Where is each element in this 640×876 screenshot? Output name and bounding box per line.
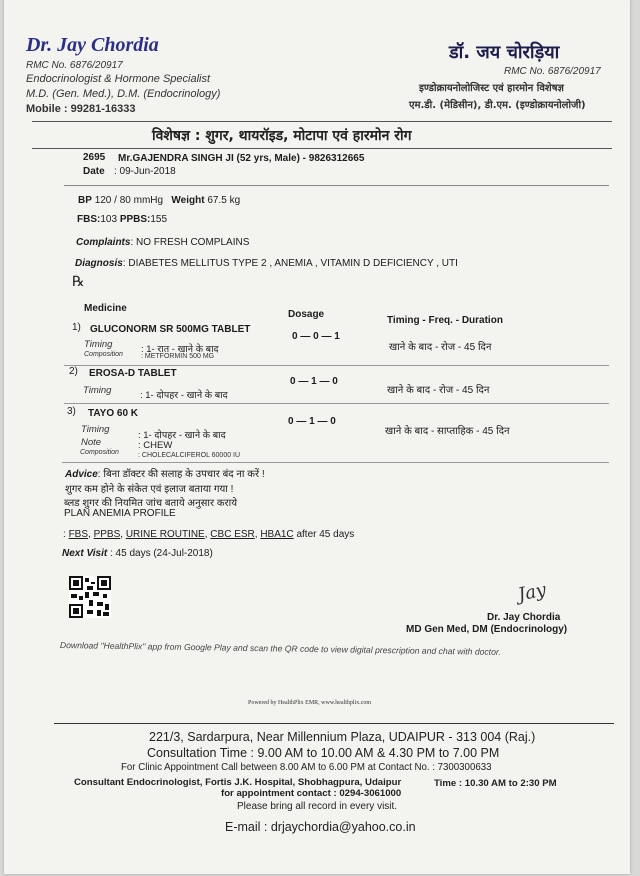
med-row-2-timing-label: Timing — [83, 385, 112, 396]
ppbs-label: PPBS: — [119, 214, 151, 225]
patient-divider — [64, 185, 609, 186]
diagnosis-label: Diagnosis — [75, 258, 123, 269]
vitals-sugar — [77, 214, 167, 225]
bp-value: 120 / 80 mmHg — [94, 195, 164, 206]
next-visit-value: : 45 days (24-Jul-2018) — [109, 548, 213, 559]
qualification-line-2: M.D. (Gen. Med.), D.M. (Endocrinology) — [26, 88, 221, 100]
med-row-2-dosage: 0 — 1 — 0 — [290, 376, 338, 387]
med-row-1-dosage: 0 — 0 — 1 — [292, 331, 340, 342]
med-row-3-note-value: : CHEW — [138, 440, 173, 451]
date-value: : 09-Jun-2018 — [114, 166, 176, 177]
tests-line: : FBS, PPBS, URINE ROUTINE, CBC ESR, HBA1C after 45 days — [63, 529, 355, 540]
signature-name: Dr. Jay Chordia — [487, 612, 561, 623]
tests-suffix: after 45 days — [296, 529, 355, 540]
footer-records-note: Please bring all record in every visit. — [237, 801, 398, 812]
footer-fortis-contact: for appointment contact : 0294-3061000 — [221, 788, 402, 799]
med-row-3-divider — [62, 462, 609, 463]
col-dosage-header: Dosage — [288, 309, 325, 320]
footer-fortis-line: Consultant Endocrinologist, Fortis J.K. Hospital, Shobhagpura, Udaipur — [74, 777, 402, 788]
med-row-1-name: GLUCONORM SR 500MG TABLET — [90, 324, 251, 335]
diagnosis — [75, 258, 458, 269]
med-row-2-timing-value: : 1- दोपहर - खाने के बाद — [140, 390, 228, 401]
doctor-name-english: Dr. Jay Chordia — [26, 34, 159, 56]
patient-id: 2695 — [83, 152, 106, 163]
test-cbc-esr: CBC ESR — [210, 529, 255, 540]
qualification-hindi-line-2: एम.डी. (मेडिसीन), डी.एम. (इण्डोक्रायनोलोजी) — [409, 100, 586, 111]
footer-consultation-time: Consultation Time : 9.00 AM to 10.00 AM & 4.30 PM to 7.00 PM — [147, 746, 500, 760]
test-hba1c: HBA1C — [260, 529, 294, 540]
header-divider-bottom — [32, 148, 612, 149]
qr-code-icon — [69, 576, 111, 618]
prescription-paper — [4, 0, 630, 874]
advice-text-1: : बिना डॉक्टर की सलाह के उपचार बंद ना करें ! — [97, 469, 265, 480]
advice-line-3: ब्लड शुगर की नियमित जांच बताये अनुसार कराये — [64, 498, 237, 509]
specialty-banner: विशेषज्ञ : शुगर, थायरॉइड, मोटापा एवं हारमोन रोग — [152, 128, 412, 144]
next-visit — [62, 548, 213, 559]
diagnosis-value: : DIABETES MELLITUS TYPE 2 , ANEMIA , VITAMIN D DEFICIENCY , UTI — [122, 258, 458, 269]
med-row-1-timing-label: Timing — [84, 339, 113, 350]
rmc-number-english: RMC No. 6876/20917 — [26, 60, 123, 71]
test-urine-routine: URINE ROUTINE — [125, 529, 205, 540]
med-row-2-freq: खाने के बाद - रोज - 45 दिन — [387, 385, 490, 396]
header-divider-top — [32, 121, 612, 122]
download-note: Download "HealthPlix" app from Google Play and scan the QR code to view digital prescription and chat with doctor. — [59, 640, 501, 657]
med-row-3-timing-value: : 1- दोपहर - खाने के बाद — [138, 430, 226, 441]
med-row-1-divider — [64, 365, 609, 366]
footer-fortis-time: Time : 10.30 AM to 2:30 PM — [434, 778, 557, 789]
mobile-number: Mobile : 99281-16333 — [26, 103, 136, 115]
med-row-3-composition-value: : CHOLECALCIFEROL 60000 IU — [138, 452, 241, 459]
med-row-3-note-label: Note — [81, 437, 102, 448]
med-row-1-timing-value: : 1- रात - खाने के बाद — [141, 344, 219, 355]
footer-divider — [54, 723, 614, 724]
fbs-label: FBS: — [77, 214, 101, 225]
med-row-1-composition-label: Composition — [84, 351, 123, 358]
powered-by: Powered by HealthPlix EMR, www.healthplix.com — [248, 700, 372, 706]
advice-line-2: शुगर कम होने के संकेत एवं इलाज बताया गया ! — [65, 484, 234, 495]
weight-label: Weight — [171, 195, 205, 206]
date-label: Date — [83, 166, 105, 177]
next-visit-label: Next Visit — [62, 548, 108, 559]
footer-email: E-mail : drjaychordia@yahoo.co.in — [225, 820, 416, 834]
med-row-2-name: EROSA-D TABLET — [89, 368, 177, 379]
test-fbs: FBS — [68, 529, 89, 540]
med-row-3-dosage: 0 — 1 — 0 — [288, 416, 336, 427]
med-row-1-composition-value: : METFORMIN 500 MG — [141, 353, 215, 360]
test-ppbs: PPBS — [93, 529, 121, 540]
med-row-3-timing-label: Timing — [81, 424, 110, 435]
med-row-1-freq: खाने के बाद - रोज - 45 दिन — [389, 342, 492, 353]
med-row-2-num: 2) — [69, 366, 78, 377]
advice-line-1 — [65, 466, 265, 480]
footer-appointment-line: For Clinic Appointment Call between 8.00 AM to 6.00 PM at Contact No. : 7300300633 — [121, 762, 492, 773]
signature-mark: Jay — [516, 579, 549, 606]
complaints-label: Complaints — [76, 237, 131, 248]
rx-symbol: ℞ — [72, 274, 85, 290]
complaints — [76, 237, 249, 248]
col-timing-header: Timing - Freq. - Duration — [387, 315, 503, 326]
rmc-number-hindi-side: RMC No. 6876/20917 — [504, 66, 601, 77]
vitals-bp-weight — [78, 195, 240, 206]
advice-label: Advice — [65, 469, 98, 480]
doctor-name-hindi: डॉ. जय चोरड़िया — [449, 42, 560, 63]
med-row-3-num: 3) — [67, 406, 76, 417]
col-medicine-header: Medicine — [84, 303, 127, 314]
weight-value: 67.5 kg — [207, 195, 241, 206]
fbs-value: 103 — [100, 214, 118, 225]
footer-address: 221/3, Sardarpura, Near Millennium Plaza, UDAIPUR - 313 004 (Raj.) — [149, 730, 536, 744]
med-row-3-freq: खाने के बाद - साप्ताहिक - 45 दिन — [385, 426, 510, 437]
qualification-hindi-line-1: इण्डोक्रायनोलोजिस्ट एवं हारमोन विशेषज्ञ — [419, 83, 564, 94]
signature-degree: MD Gen Med, DM (Endocrinology) — [406, 624, 568, 635]
med-row-1-num: 1) — [72, 322, 81, 333]
med-row-3-name: TAYO 60 K — [88, 408, 139, 419]
complaints-value: : NO FRESH COMPLAINS — [130, 237, 250, 248]
tests-colon: : — [63, 529, 66, 540]
med-row-3-composition-label: Composition — [80, 449, 119, 456]
advice-line-4: PLAN ANEMIA PROFILE — [64, 508, 176, 519]
bp-label: BP — [78, 195, 92, 206]
patient-name-line: Mr.GAJENDRA SINGH JI (52 yrs, Male) - 9826312665 — [118, 153, 365, 164]
ppbs-value: 155 — [150, 214, 168, 225]
qualification-line-1: Endocrinologist & Hormone Specialist — [26, 73, 211, 85]
med-row-2-divider — [64, 403, 609, 404]
